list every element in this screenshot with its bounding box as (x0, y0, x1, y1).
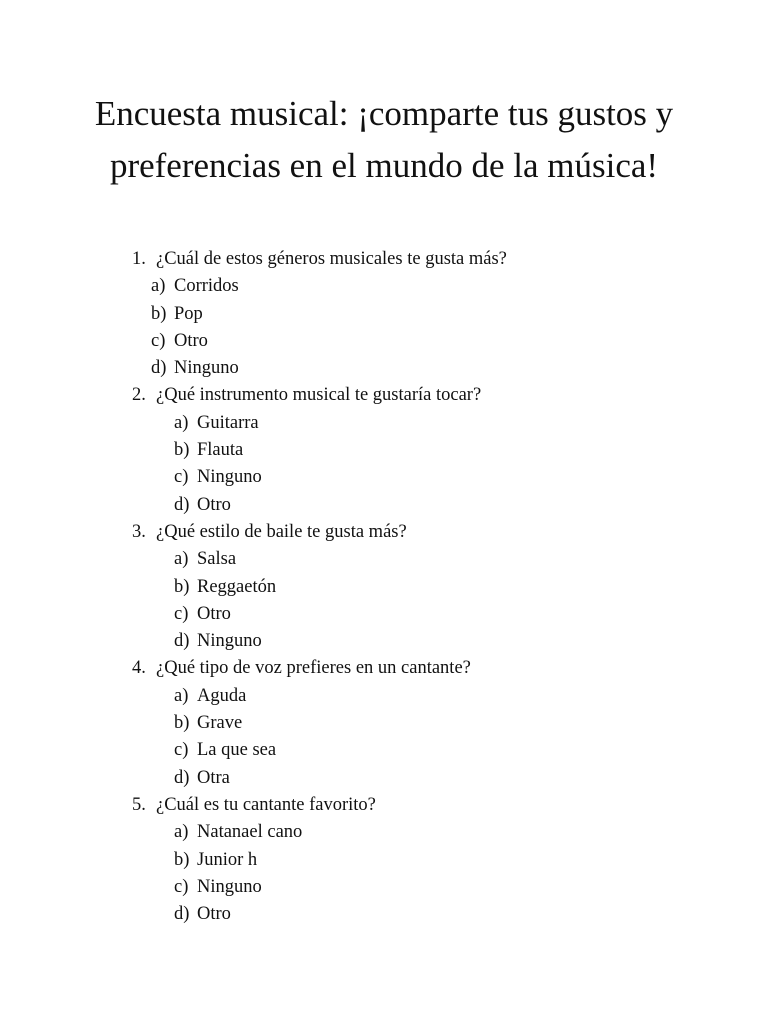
option-text: Natanael cano (197, 822, 303, 843)
option-letter: c) (174, 467, 189, 488)
option-item (0, 710, 768, 737)
option-letter: b) (174, 713, 190, 734)
option-item (0, 819, 768, 846)
option-item (0, 847, 768, 874)
option-letter: d) (174, 767, 190, 788)
option-item (0, 273, 768, 300)
option-item (0, 437, 768, 464)
option-text: Ninguno (197, 467, 262, 488)
option-text: Reggaetón (197, 576, 277, 597)
option-text: Guitarra (197, 412, 259, 433)
option-item (0, 410, 768, 437)
option-text: Aguda (197, 685, 247, 706)
option-text: Otro (197, 603, 231, 624)
option-letter: b) (151, 303, 167, 324)
option-letter: a) (174, 549, 189, 570)
option-text: Flauta (197, 440, 244, 461)
option-text: Ninguno (197, 631, 262, 652)
question-number: 3. (132, 521, 146, 542)
option-letter: d) (174, 494, 190, 515)
option-letter: d) (174, 631, 190, 652)
option-text: Salsa (197, 549, 237, 570)
option-text: Corridos (174, 276, 239, 297)
option-text: Ninguno (197, 876, 262, 897)
option-text: Ninguno (174, 358, 239, 379)
question-number: 1. (132, 249, 146, 269)
option-item (0, 464, 768, 491)
question-5 (0, 792, 768, 928)
option-item (0, 765, 768, 792)
question-4 (0, 655, 768, 791)
question-text: ¿Cuál de estos géneros musicales te gusta más? (156, 249, 507, 269)
option-text: Otro (197, 904, 231, 925)
question-number: 4. (132, 658, 146, 679)
question-3 (0, 519, 768, 655)
question-list (0, 246, 768, 928)
option-item (0, 683, 768, 710)
option-letter: d) (174, 904, 190, 925)
option-item (0, 574, 768, 601)
option-letter: a) (174, 412, 189, 433)
question-row (0, 519, 768, 546)
question-number: 2. (132, 385, 146, 406)
option-text: Otro (197, 494, 231, 515)
option-letter: c) (151, 330, 166, 351)
question-number: 5. (132, 794, 146, 815)
option-item (0, 328, 768, 355)
option-letter: a) (174, 822, 189, 843)
option-letter: b) (174, 576, 190, 597)
option-text: Otro (174, 330, 208, 351)
question-1 (0, 246, 768, 382)
option-item (0, 546, 768, 573)
option-item (0, 737, 768, 764)
option-text: La que sea (197, 740, 277, 761)
option-text: Pop (174, 303, 203, 324)
option-letter: c) (174, 603, 189, 624)
option-item (0, 492, 768, 519)
option-letter: c) (174, 740, 189, 761)
option-item (0, 355, 768, 382)
question-text: ¿Qué instrumento musical te gustaría tocar? (156, 385, 482, 406)
question-2 (0, 382, 768, 518)
option-letter: b) (174, 440, 190, 461)
question-row (0, 792, 768, 819)
question-text: ¿Qué estilo de baile te gusta más? (156, 521, 407, 542)
option-text: Grave (197, 713, 243, 734)
question-row (0, 382, 768, 409)
option-item (0, 874, 768, 901)
option-letter: a) (151, 276, 166, 297)
question-row (0, 246, 768, 273)
option-text: Otra (197, 767, 230, 788)
option-letter: b) (174, 849, 190, 870)
question-text: ¿Qué tipo de voz prefieres en un cantante? (156, 658, 471, 679)
question-text: ¿Cuál es tu cantante favorito? (156, 794, 376, 815)
page-title: Encuesta musical: ¡comparte tus gustos y preferencias en el mundo de la música! (94, 94, 674, 185)
option-item (0, 628, 768, 655)
option-item (0, 901, 768, 928)
option-text: Junior h (197, 849, 258, 870)
option-item (0, 301, 768, 328)
question-row (0, 655, 768, 682)
option-letter: c) (174, 876, 189, 897)
option-letter: d) (151, 358, 167, 379)
option-letter: a) (174, 685, 189, 706)
option-item (0, 601, 768, 628)
